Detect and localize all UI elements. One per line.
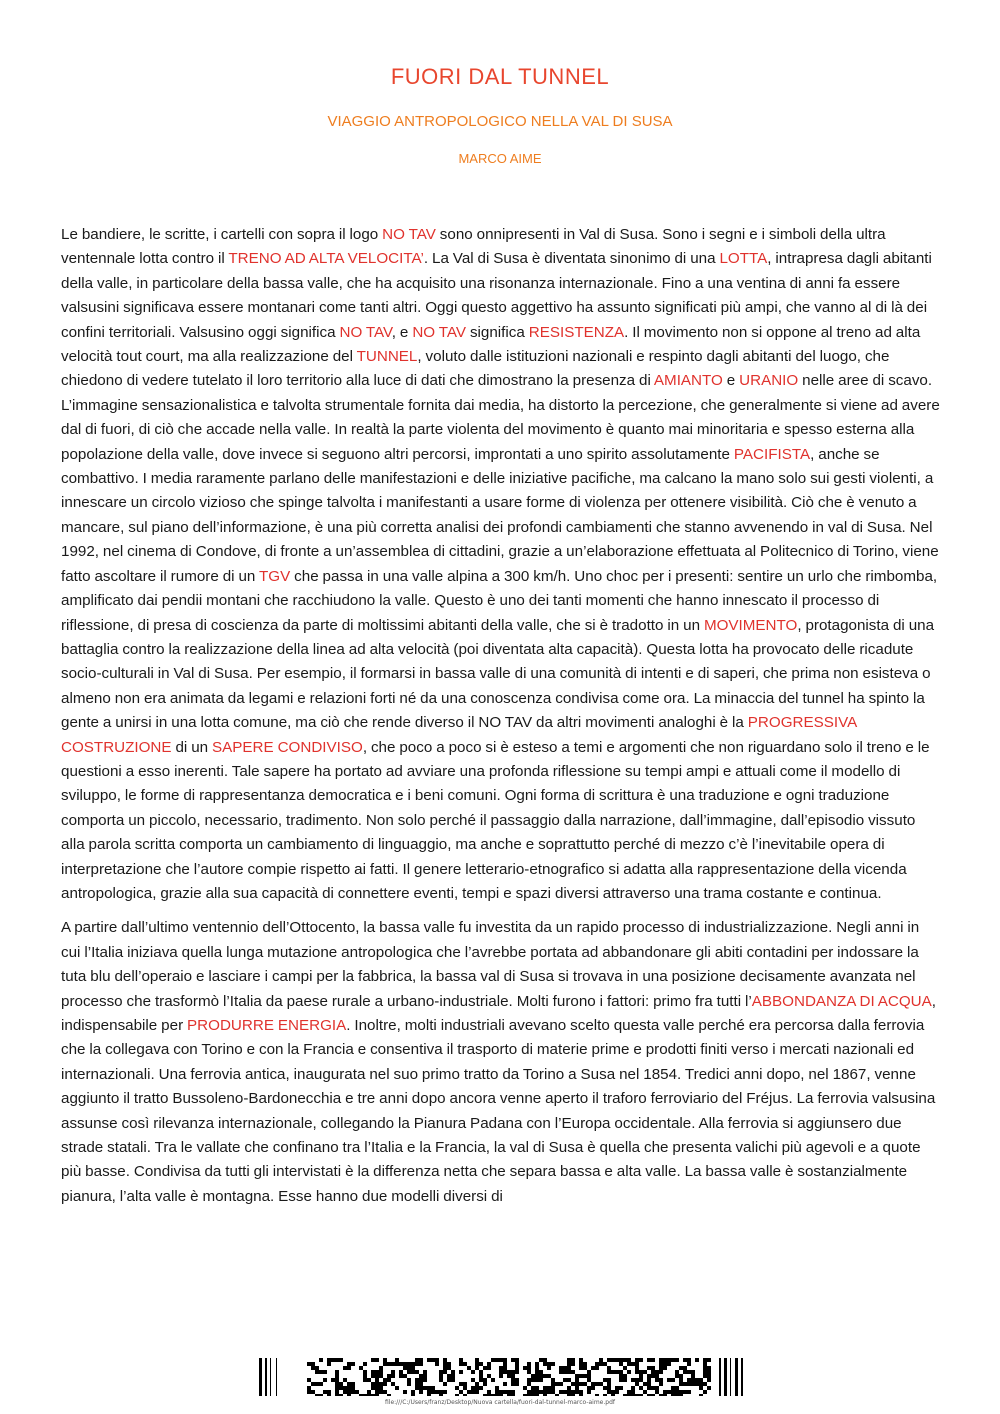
highlighted-keyword: PROGRESSIVA COSTRUZIONE bbox=[61, 714, 857, 756]
paragraph bbox=[61, 223, 941, 906]
text-run: , intrapresa dagli abitanti della valle, in particolare della bassa valle, che ha acquisito una risonanza internazionale. Fino a una ventina di anni fa essere valsusini significava essere montanari come tanti altri. Oggi questo aggettivo ha assunto significati più ampi, che vanno al di là dei confini territoriali. Valsusino oggi significa bbox=[61, 250, 932, 341]
highlighted-keyword: AMIANTO bbox=[653, 372, 723, 390]
text-run: . Il movimento non si oppone al treno ad alta velocità tout court, ma alla realizzazione del bbox=[61, 323, 921, 366]
highlighted-keyword: PRODURRE ENERGIA bbox=[187, 1017, 347, 1034]
highlighted-keyword: NO TAV bbox=[339, 323, 392, 341]
text-run: , protagonista di una battaglia contro la realizzazione della linea ad alta velocità (poi diventata alta capacità). Questa lotta ha provocato delle ricadute socio-culturali in Val di Susa. Per esempio, il formarsi in bassa valle di una comunità di intenti e di saperi, che prima non esisteva o almeno non era animata da legami e relazioni forti né da una conoscenza condivisa come ora. La minaccia del tunnel ha spinto la gente a unirsi in una lotta comune, ma ciò che rende diverso il NO TAV da altri movimenti analoghi è la bbox=[61, 616, 935, 732]
highlighted-keyword: SAPERE CONDIVISO bbox=[212, 738, 363, 756]
text-run: Le bandiere, le scritte, i cartelli con sopra il logo bbox=[61, 226, 383, 243]
text-run: , indispensabile per bbox=[61, 992, 937, 1034]
highlighted-keyword: TUNNEL bbox=[356, 348, 418, 366]
highlighted-keyword: RESISTENZA bbox=[528, 323, 625, 341]
paragraph bbox=[61, 916, 941, 1209]
barcode-image bbox=[259, 1358, 759, 1396]
highlighted-keyword: URANIO bbox=[739, 372, 799, 390]
text-run: . La Val di Susa è diventata sinonimo di una bbox=[423, 250, 720, 268]
highlighted-keyword: TRENO AD ALTA VELOCITA’ bbox=[228, 250, 424, 268]
text-run: significa bbox=[466, 323, 529, 341]
document-title: FUORI DAL TUNNEL bbox=[390, 64, 610, 89]
text-run: che passa in una valle alpina a 300 km/h. Uno choc per i presenti: sentire un urlo che rimbomba, amplificato dai pendii montani che racchiudono la valle. Questo è uno dei tanti momenti che hanno innescato il processo di riflessione, di presa di coscienza da parte di moltissimi abitanti della valle, che si è tradotto in un bbox=[61, 567, 938, 634]
text-run: , anche se combattivo. I media raramente parlano delle manifestazioni e delle iniziative pacifiche, ma calcano la mano solo sui gesti violenti, a innescare un circolo vizioso che spinge talvolta i manifestanti a usare forme di violenza per ottenere visibilità. Ciò che è venuto a mancare, sul piano dell’informazione, è una più corretta analisi dei profondi cambiamenti che stanno avvenendo in val di Susa. Nel 1992, nel cinema di Condove, di fronte a un’assemblea di cittadini, grazie a un’elaborazione effettuata al Politecnico di Torino, viene fatto ascoltare il rumore di un bbox=[61, 445, 939, 585]
highlighted-keyword: ABBONDANZA DI ACQUA bbox=[751, 992, 932, 1010]
highlighted-keyword: PACIFISTA bbox=[733, 445, 811, 463]
document-author: MARCO AIME bbox=[458, 151, 542, 166]
highlighted-keyword: MOVIMENTO bbox=[703, 616, 798, 634]
document-subtitle: VIAGGIO ANTROPOLOGICO NELLA VAL DI SUSA bbox=[327, 113, 673, 130]
highlighted-keyword: NO TAV bbox=[382, 226, 436, 243]
text-run: , e bbox=[391, 323, 413, 341]
highlighted-keyword: LOTTA bbox=[719, 250, 768, 268]
file-path-footer: file:///C:/Users/franz/Desktop/Nuova cartella/fuori-dal-tunnel-marco-aime.pdf bbox=[385, 1399, 615, 1406]
highlighted-keyword: NO TAV bbox=[412, 323, 467, 341]
text-run: . Inoltre, molti industriali avevano scelto questa valle perché era percorsa dalla ferrovia che la collegava con Torino e con la Francia e consentiva il trasporto di materie prime e prodotti finiti verso i mercati nazionali ed internazionali. Una ferrovia antica, inaugurata nel suo primo tratto da Torino a Susa nel 1854. Tredici anni dopo, nel 1867, venne aggiunto il tratto Bussoleno-Bardonecchia e tre anni dopo ancora venne aperto il traforo ferroviario del Fréjus. La ferrovia valsusina assunse così rilevanza internazionale, collegando la Pianura Padana con l’Europa occidentale. Alla ferrovia si aggiunsero due strade statali. Tra le vallate che confinano tra l’Italia e la Francia, la val di Susa è quella che presenta valichi più agevoli e a quote più basse. Condivisa da tutti gli intervistati è la differenza netta che separa bassa e alta valle. La bassa valle è sostanzialmente pianura, l’alta valle è montagna. Esse hanno due modelli diversi di bbox=[61, 1017, 936, 1205]
body-text bbox=[61, 223, 941, 1219]
text-run: e bbox=[722, 372, 740, 390]
text-run: A partire dall’ultimo ventennio dell’Ottocento, la bassa valle fu investita da un rapido processo di industrializzazione. Negli anni in cui l’Italia iniziava quella lunga mutazione antropologica che l’avrebbe portata ad abbandonare gli abiti contadini per indossare la tuta blu dell’operaio e lasciare i campi per la fabbrica, la bassa val di Susa si trovava in una posizione decisamente avanzata nel processo che trasformò l’Italia da paese rurale a urbano-industriale. Molti furono i fattori: primo fra tutti l’ bbox=[61, 919, 920, 1010]
text-run: di un bbox=[171, 738, 213, 756]
highlighted-keyword: TGV bbox=[259, 567, 291, 585]
text-run: , che poco a poco si è esteso a temi e argomenti che non riguardano solo il treno e le questioni a esso inerenti. Tale sapere ha portato ad avviare una profonda riflessione su tempi ampi e attuali come il modello di sviluppo, le forme di rappresentanza democratica e i beni comuni. Ogni forma di scrittura è una traduzione e ogni traduzione comporta un piccolo, necessario, tradimento. Non solo perché il passaggio dalla narrazione, dall’immagine, dall’episodio vissuto alla parola scritta comporta un cambiamento di linguaggio, ma anche e soprattutto perché di mezzo c’è l’inevitabile opera di interpretazione che l’autore compie rispetto ai fatti. Il genere letterario-etnografico si adatta alla rappresentazione della vicenda antropologica, grazie alla sua capacità di connettere eventi, tempi e spazi diversi attraverso una trama costante e continua. bbox=[61, 738, 930, 902]
text-run: , voluto dalle istituzioni nazionali e respinto dagli abitanti del luogo, che chiedono di vedere tutelato il loro territorio alla luce di dati che dimostrano la presenza di bbox=[61, 348, 890, 390]
text-run: sono onnipresenti in Val di Susa. Sono i segni e i simboli della ultra ventennale lotta contro il bbox=[61, 226, 886, 268]
text-run: nelle aree di scavo. L’immagine sensazionalistica e talvolta strumentale fornita dai media, ha distorto la percezione, che generalmente si viene ad avere dal di fuori, di ciò che accade nella valle. In realtà la parte violenta del movimento è quanto mai minoritaria e spesso esterna alla popolazione della valle, dove invece si seguono altri percorsi, improntati a uno spirito assolutamente bbox=[61, 372, 940, 463]
